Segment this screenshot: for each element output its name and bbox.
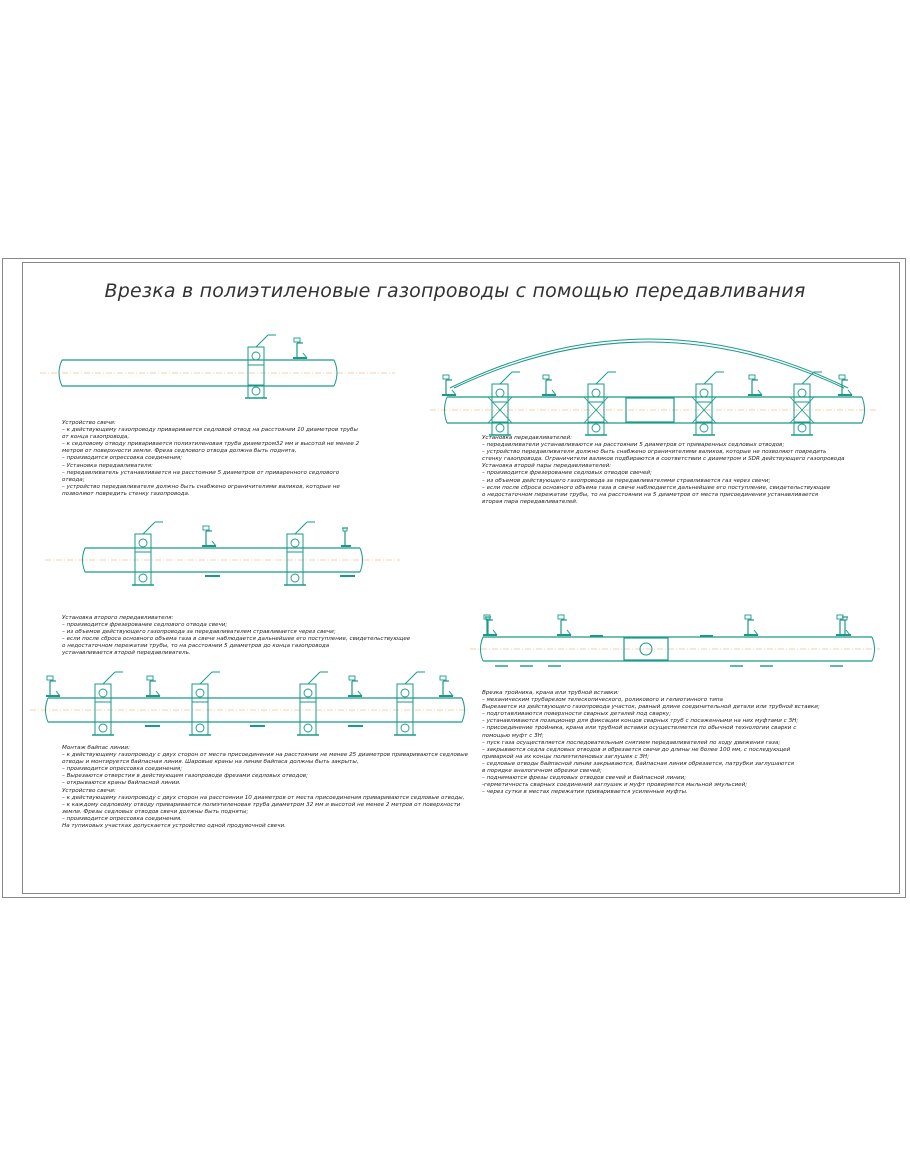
note-line: – производится фрезерование седловых отводов свечей; xyxy=(482,470,652,477)
note-line: отводы и монтируется байпасная линия. Шаровые краны на линии байпаса должны быть закрыты, xyxy=(62,759,359,766)
note-line: о недостаточном пережатии трубы, то на расстоянии 5 диаметров до конца газопровода xyxy=(62,643,330,650)
note-press-installation xyxy=(482,435,845,506)
page-title: Врезка в полиэтиленовые газопроводы с помощью передавливания xyxy=(104,280,806,302)
diagram-3-second-press xyxy=(45,522,400,585)
note-bypass-line xyxy=(62,745,468,830)
note-line: – производится опрессовка соединения. xyxy=(62,815,183,822)
note-line: позволяют повредить стенку газопровода. xyxy=(62,490,190,497)
note-line: – к действующему газопроводу с двух сторон от места присоединения на расстоянии не менее 25 диаметров привариваются седловые xyxy=(62,752,469,759)
note-line: – закрываются седла седловых отводов и обрезается свечи до длины не более 100 мм, с последующей xyxy=(482,746,791,753)
note-line: – передавливатели устанавливаются на расстоянии 5 диаметров от приваренных седловых отводов; xyxy=(482,442,785,449)
note-line: – к действующему газопроводу с двух сторон на расстоянии 10 диаметров от места присоединения привариваются седловые отводы, xyxy=(62,794,465,801)
note-line: – производится фрезерование седлового отвода свечи; xyxy=(62,622,228,629)
note-line: – производится опрессовка соединения; xyxy=(62,766,183,773)
note-tee-insertion xyxy=(482,690,820,796)
note-line: Врезка тройника, крана или трубной вставки: xyxy=(482,690,620,696)
note-line: Вырезается из действующего газопровода участок, равный длине соединительной детали или трубной вставки; xyxy=(482,704,820,711)
note-line: вторая пара передавливателей. xyxy=(482,498,578,505)
note-line: – открываются краны байпасной линии. xyxy=(62,780,181,787)
note-line: от конца газопровода, xyxy=(62,434,130,441)
note-line: – поднимаются фрезы седловых отводов свечей и байпасной линии; xyxy=(482,775,687,782)
note-line: Устройство свечи: xyxy=(62,420,116,426)
note-line: -герметичность сварных соединений заглушек и муфт проверяется мыльной эмульсией; xyxy=(482,782,748,789)
note-line: – пуск газа осуществляется последовательным снятием передавливателей по ходу движения газа; xyxy=(482,739,781,746)
diagram-4-tee-insertion xyxy=(470,615,880,666)
note-line: – седловые отводы байпасной линии закрываются, байпасная линия обрезается, патрубки заглушаются xyxy=(482,760,795,767)
note-line: – если после сброса основного объема газа в свече наблюдается дальнейшее его поступление, свидетельствующее xyxy=(482,484,831,491)
note-line: – из объемов действующего газопровода за передавливателем стравливается через свечи; xyxy=(62,629,336,636)
note-line: о недостаточном пережатии трубы, то на расстоянии на 5 диаметров от места присоединения устанавливается xyxy=(482,491,819,498)
note-line: – подготавливаются поверхности сварных деталей под сварку; xyxy=(482,711,672,718)
note-line: Установка второй пары передавливателей: xyxy=(482,463,612,470)
note-line: стенку газопровода. Ограничители валиков подбираются в соответствии с диаметром и SDR действующего газопровода xyxy=(482,456,845,463)
diagram-1-candle-and-press xyxy=(40,335,395,398)
note-line: – присоединение тройника, крана или трубной вставки осуществляется по обычной технологии сварки с xyxy=(482,725,797,732)
note-line: – устройство передавливателя должно быть снабжено ограничителями валиков, которые не позволяют повредить xyxy=(482,449,827,456)
note-line: метров от поверхности земли. Фреза седлового отвода должна быть поднята, xyxy=(62,448,297,455)
note-line: – к действующему газопроводу приваривается седловой отвод на расстоянии 10 диаметров трубы xyxy=(62,427,358,434)
note-line: – передавливатель устанавливается на расстоянии 5 диаметров от приваренного седлового xyxy=(62,469,340,476)
note-line: – устройство передавливателя должно быть снабжено ограничителями валиков, которые не xyxy=(62,483,340,490)
note-second-press xyxy=(62,615,410,658)
note-line: – Установка передавливателя: xyxy=(62,462,153,469)
note-line: На тупиковых участках допускается устройство одной продувочной свечи. xyxy=(62,823,286,830)
diagram-5-bypass-line xyxy=(30,672,470,735)
note-line: – производится опрессовка соединения; xyxy=(62,455,183,462)
note-line: в порядке аналогичном обрезки свечей; xyxy=(482,768,602,775)
note-line: Установка передавливателей: xyxy=(482,435,572,441)
note-candle-and-press xyxy=(62,420,359,498)
note-line: – к каждому седловому отводу приваривается полиэтиленовая труба диаметром 32 мм и высотой не менее 2 метров от поверхности xyxy=(62,801,461,808)
note-line: земли. Фрезы седловых отводов свечи должны быть подняты; xyxy=(62,808,249,815)
note-line: – если после сброса основного объема газа в свече наблюдается дальнейшее его поступление, свидетельствующее xyxy=(62,636,411,643)
note-line: отвода; xyxy=(62,476,85,483)
note-line: – к седловому отводу приваривается полиэтиленовая труба диаметром32 мм и высотой не менее 2 xyxy=(62,441,360,448)
note-line: – устанавливаются позиционер для фиксации концов сварных труб с посаженными на них муфтами с ЗН; xyxy=(482,718,799,725)
note-line: помощью муфт с ЗН; xyxy=(482,732,544,739)
note-line: – из объемов действующего газопровода за передавливателями стравливается газ через свечи; xyxy=(482,477,771,484)
note-line: устанавливается второй передавливатель. xyxy=(62,650,191,657)
note-line: – механическим трубарезом телескопического, роликового и гелиотинного типа xyxy=(482,697,723,704)
note-line: Монтаж байпас линии: xyxy=(62,745,130,751)
note-line: Установка второго передавливателя: xyxy=(62,615,174,621)
note-line: – Вырезаются отверстия в действующем газопроводе фрезами седловых отводов; xyxy=(62,773,308,780)
note-line: – через сутки в местах пережатия приваривается усиленные муфты. xyxy=(482,789,688,796)
note-line: Устройство свечи: xyxy=(62,787,116,794)
diagram-2-bypass-two-pairs xyxy=(430,339,878,435)
note-line: приваркой на их концы полиэтиленовых заглушек с ЗН; xyxy=(482,753,650,760)
